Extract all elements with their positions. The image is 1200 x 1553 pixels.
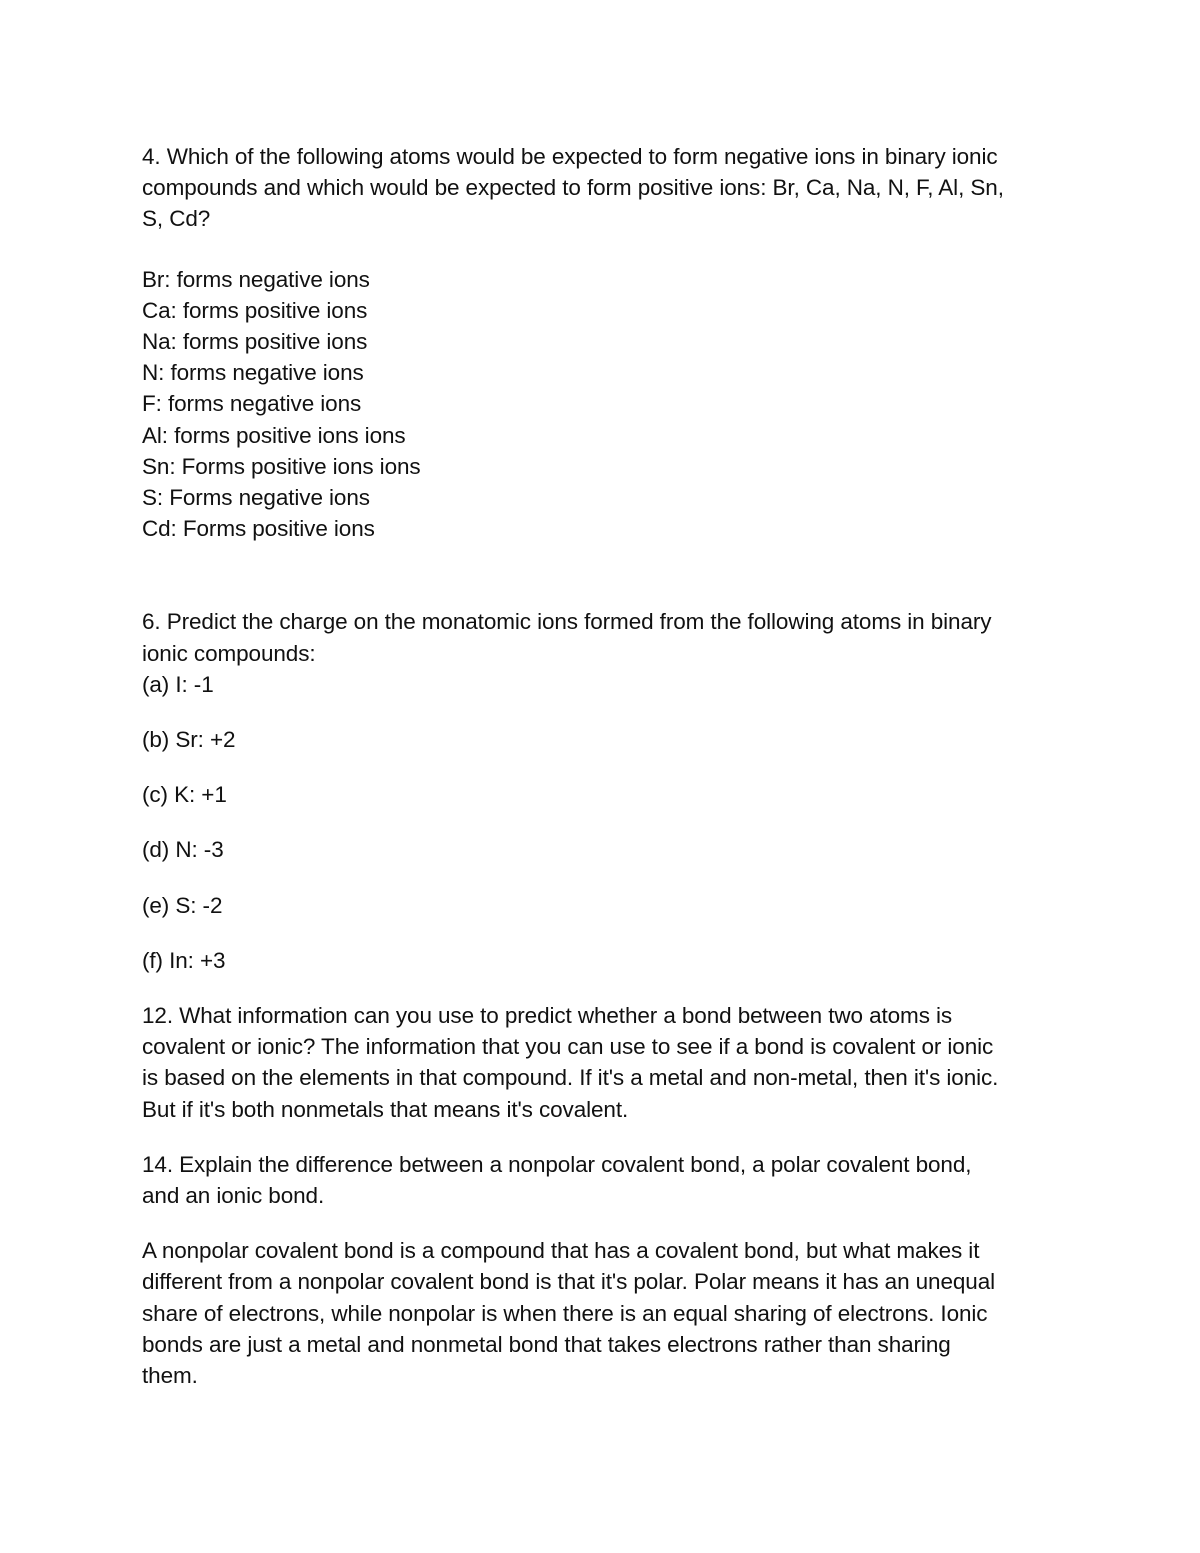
question-6: [142, 606, 1072, 976]
answer-sn: Sn: Forms positive ions ions: [142, 453, 421, 479]
answer-f: (f) In: +3: [142, 947, 226, 973]
question-12: [142, 1000, 1072, 1125]
question-6-line: ionic compounds:: [142, 640, 316, 666]
answer-s: S: Forms negative ions: [142, 485, 370, 511]
question-4-line: compounds and which would be expected to form positive ions: Br, Ca, Na, N, F, Al, Sn,: [142, 175, 1004, 201]
answer-cd: Cd: Forms positive ions: [142, 516, 375, 542]
question-12-line: 12. What information can you use to predict whether a bond between two atoms is: [142, 1003, 953, 1029]
question-14-answer-line: different from a nonpolar covalent bond is that it's polar. Polar means it has an unequal: [142, 1269, 996, 1295]
question-14-answer-line: them.: [142, 1363, 198, 1389]
question-6-line: 6. Predict the charge on the monatomic ions formed from the following atoms in binary: [142, 609, 992, 635]
answer-a: (a) I: -1: [142, 671, 214, 697]
question-4: [142, 141, 1072, 544]
question-4-answers: [142, 264, 1072, 545]
answer-ca: Ca: forms positive ions: [142, 297, 368, 323]
answer-c: (c) K: +1: [142, 782, 227, 808]
question-12-line: But if it's both nonmetals that means it's covalent.: [142, 1096, 629, 1122]
answer-b: (b) Sr: +2: [142, 727, 236, 753]
question-14-answer-line: bonds are just a metal and nonmetal bond that takes electrons rather than sharing: [142, 1331, 951, 1357]
answer-na: Na: forms positive ions: [142, 329, 368, 355]
question-4-line: S, Cd?: [142, 206, 211, 232]
question-12-line: covalent or ionic? The information that you can use to see if a bond is covalent or ionic: [142, 1034, 994, 1060]
question-12-line: is based on the elements in that compound. If it's a metal and non-metal, then it's ionic.: [142, 1065, 999, 1091]
document-page: [142, 141, 1072, 1391]
answer-e: (e) S: -2: [142, 892, 223, 918]
question-14-answer-line: A nonpolar covalent bond is a compound that has a covalent bond, but what makes it: [142, 1238, 980, 1264]
answer-al: Al: forms positive ions ions: [142, 422, 406, 448]
answer-d: (d) N: -3: [142, 837, 224, 863]
answer-br: Br: forms negative ions: [142, 266, 370, 292]
question-14-answer: [142, 1235, 1072, 1391]
answer-n: N: forms negative ions: [142, 360, 364, 386]
question-14-answer-line: share of electrons, while nonpolar is when there is an equal sharing of electrons. Ionic: [142, 1300, 988, 1326]
question-14: [142, 1149, 1072, 1391]
question-14-line: 14. Explain the difference between a nonpolar covalent bond, a polar covalent bond,: [142, 1151, 972, 1177]
question-4-line: 4. Which of the following atoms would be expected to form negative ions in binary ionic: [142, 144, 998, 169]
question-14-line: and an ionic bond.: [142, 1183, 325, 1209]
answer-f: F: forms negative ions: [142, 391, 362, 417]
